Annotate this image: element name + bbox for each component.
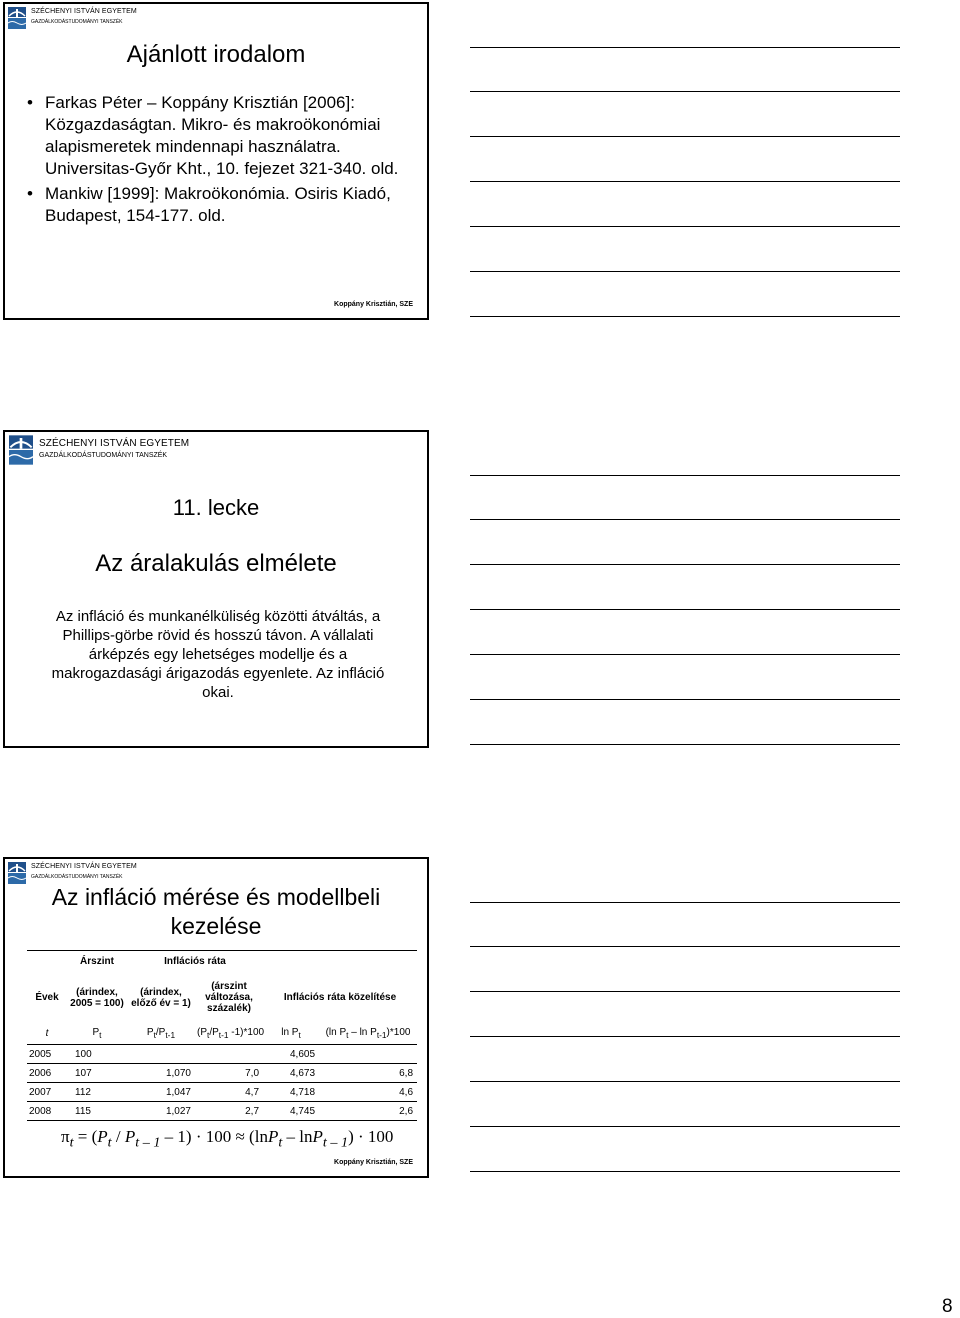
- department-name: GAZDÁLKODÁSTUDOMÁNYI TANSZÉK: [31, 19, 123, 25]
- note-line: [470, 609, 900, 610]
- header-approximation: Inflációs ráta közelítése: [283, 992, 397, 1003]
- note-line: [470, 136, 900, 137]
- lesson-number: 11. lecke: [172, 495, 260, 520]
- table-row: 2007 112 1,047 4,7 4,718 4,6: [27, 1083, 417, 1102]
- page-number: 8: [942, 1296, 953, 1317]
- slide-recommended-reading: [3, 2, 429, 320]
- university-logo-icon: [7, 434, 35, 466]
- note-line: [470, 564, 900, 565]
- note-line: [470, 902, 900, 903]
- note-line: [470, 946, 900, 947]
- header-price-level: Árszint: [67, 951, 127, 973]
- slide-title: Az infláció mérése és modellbeli kezelése: [51, 884, 381, 939]
- header-years: Évek: [35, 992, 59, 1003]
- note-line: [470, 47, 900, 48]
- inflation-table: [27, 950, 417, 1121]
- note-line: [470, 1036, 900, 1037]
- header-inflation-rate: Inflációs ráta: [127, 951, 263, 973]
- university-name: SZÉCHENYI ISTVÁN EGYETEM: [31, 8, 137, 15]
- note-line: [470, 226, 900, 227]
- reference-list: [27, 92, 407, 230]
- university-name: SZÉCHENYI ISTVÁN EGYETEM: [39, 438, 190, 449]
- note-line: [470, 475, 900, 476]
- table-row: 2006 107 1,070 7,0 4,673 6,8: [27, 1064, 417, 1083]
- inflation-formula: $\pi_t = (P_t / P_{t - 1} - 1) \cdot 100 \approx (\ln P_t - \ln P_{t - 1}) \cdot 100$: [61, 1127, 394, 1151]
- header-percent-change: (árszint változása, százalék): [205, 981, 253, 1014]
- note-line: [470, 1126, 900, 1127]
- table-row: 2008 115 1,027 2,7 4,745 2,6: [27, 1102, 417, 1121]
- header-index: (árindex, 2005 = 100): [70, 986, 124, 1009]
- note-line: [470, 1081, 900, 1082]
- slide-lesson-title: [3, 430, 429, 748]
- lesson-description: Az infláció és munkanélküliség közötti átváltás, a Phillips-görbe rövid és hosszú távon. A vállalati árképzés egy lehetséges modellje és a makrogazdasági árigazodás egyenlete. Az infláció okai.: [51, 608, 385, 701]
- slide-title: Az áralakulás elmélete: [95, 550, 337, 577]
- university-logo-icon: [7, 861, 27, 885]
- note-line: [470, 519, 900, 520]
- note-line: [470, 654, 900, 655]
- note-line: [470, 316, 900, 317]
- reference-item: • Mankiw [1999]: Makroökonómia. Osiris Kiadó, Budapest, 154-177. old.: [27, 183, 407, 227]
- university-logo-icon: [7, 6, 27, 30]
- note-line: [470, 1171, 900, 1172]
- symbol-row: t $P_t$ $P_t/P_{t-1}$ ($P_t/P_{t-1}$ -1)*100 $\ln P_t$ (ln $P_t$ – $\ln P_{t-1})*100$: [27, 1023, 417, 1045]
- table-row: 2005 100 4,605: [27, 1045, 417, 1064]
- note-line: [470, 744, 900, 745]
- reference-item: • Farkas Péter – Koppány Krisztián [2006]: Közgazdaságtan. Mikro- és makroökonómiai alapismeretek mindennapi használatra. Universitas-Győr Kht., 10. fejezet 321-340. old.: [27, 92, 407, 180]
- department-name: GAZDÁLKODÁSTUDOMÁNYI TANSZÉK: [31, 874, 123, 880]
- note-line: [470, 91, 900, 92]
- department-name: GAZDÁLKODÁSTUDOMÁNYI TANSZÉK: [39, 452, 168, 459]
- note-line: [470, 181, 900, 182]
- slide-inflation-measurement: [3, 857, 429, 1178]
- note-line: [470, 271, 900, 272]
- slide-footer: Koppány Krisztián, SZE: [334, 1159, 413, 1166]
- slide-footer: Koppány Krisztián, SZE: [334, 301, 413, 308]
- header-prev-year: (árindex, előző év = 1): [131, 986, 191, 1009]
- note-line: [470, 991, 900, 992]
- university-name: SZÉCHENYI ISTVÁN EGYETEM: [31, 863, 137, 870]
- note-line: [470, 699, 900, 700]
- slide-title: Ajánlott irodalom: [126, 41, 306, 68]
